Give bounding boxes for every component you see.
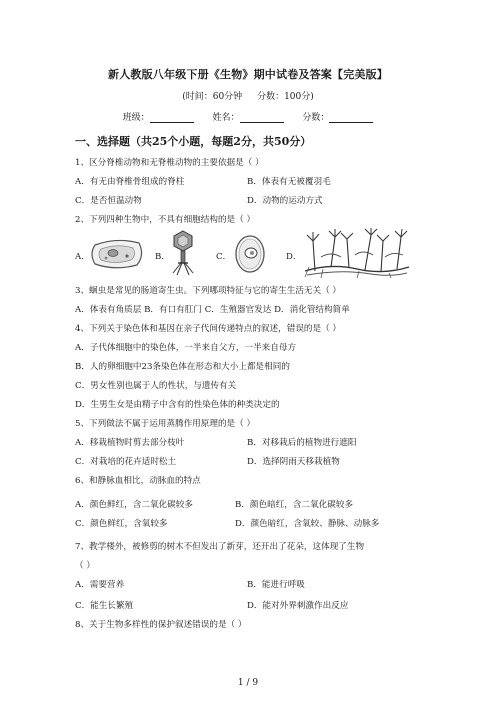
student-fields	[0, 110, 496, 123]
question-1-stem: 1、区分脊椎动物和无脊椎动物的主要依据是（ ）	[75, 158, 264, 168]
question-7-option-a: A．需要营养	[75, 580, 125, 590]
question-5-option-a: A．移栽植物时剪去部分枝叶	[75, 438, 185, 448]
question-2-option-d: D．	[286, 252, 302, 262]
question-1-option-c: C．是否恒温动物	[75, 196, 142, 206]
question-6-stem: 6、和静脉血相比，动脉血的特点	[75, 476, 201, 486]
question-6-option-d: D．颜色暗红，含氧较、静脉、动脉多	[235, 519, 380, 529]
question-2-images	[75, 231, 415, 281]
question-7-stem: 7、教学楼外，被修剪的树木不但发出了新芽，还开出了花朵，这体现了生物	[75, 542, 365, 552]
question-5-stem: 5、下列做法不属于运用蒸腾作用原理的是（ ）	[75, 419, 256, 429]
question-1-option-b: B．体表有无被覆羽毛	[247, 177, 331, 187]
exam-time: (时间：60分钟	[182, 92, 243, 102]
name-blank	[240, 113, 284, 123]
question-3-stem: 3、蛔虫是常见的肠道寄生虫。下列哪项特征与它的寄生生活无关（ ）	[75, 286, 342, 296]
question-4-option-b: B．人的卵细胞中23条染色体在形态和大小上都是相同的	[75, 362, 290, 372]
question-6-option-a: A．颜色鲜红，含二氧化碳较多	[75, 500, 193, 510]
points-field: 分数：	[302, 110, 373, 123]
question-6-option-b: B．颜色暗红，含二氧化碳较多	[235, 500, 354, 510]
question-7-option-b: B．能进行呼吸	[247, 580, 305, 590]
question-7-stem-blank: （ ）	[75, 561, 95, 571]
question-1-option-a: A．有无由脊椎骨组成的脊柱	[75, 177, 185, 187]
section-title: 一、选择题（共25个小题，每题2分，共50分）	[75, 135, 312, 148]
virus-icon	[169, 229, 197, 277]
mold-icon	[301, 227, 413, 279]
question-7-option-d: D．能对外界刺激作出反应	[247, 601, 349, 611]
question-5-option-b: B．对移栽后的植物进行遮阳	[247, 438, 357, 448]
question-4-option-d: D．生男生女是由精子中含有的性染色体的种类决定的	[75, 400, 280, 410]
question-5-option-c: C．对栽培的花卉适时松土	[75, 457, 177, 467]
exam-score: 分数：100分)	[257, 92, 314, 102]
question-2-option-a: A．	[75, 252, 90, 262]
question-3-options: A．体表有角质层 B．有口有肛门 C．生殖器官发达 D．消化管结构简单	[75, 305, 350, 315]
question-7-option-c: C．能生长繁殖	[75, 601, 134, 611]
question-4-option-a: A．子代体细胞中的染色体，一半来自父方，一半来自母方	[75, 343, 297, 353]
question-2-option-c: C．	[216, 252, 232, 262]
name-field: 姓名：	[212, 110, 283, 123]
question-8-stem: 8、关于生物多样性的保护叙述错误的是（ ）	[75, 620, 247, 630]
question-1-option-d: D．动物的运动方式	[247, 196, 323, 206]
yeast-cell-icon	[233, 233, 267, 275]
question-6-option-c: C．颜色鲜红，含氧较多	[75, 519, 168, 529]
plant-cell-icon	[89, 237, 145, 271]
question-2-stem: 2、下列四种生物中，不具有细胞结构的是（ ）	[75, 215, 256, 225]
question-4-option-c: C．男女性别也属于人的性状，与遗传有关	[75, 381, 237, 391]
question-5-option-d: D．选择阴雨天移栽植物	[247, 457, 340, 467]
page-title: 新人教版八年级下册《生物》期中试卷及答案【完美版】	[108, 68, 388, 81]
class-blank	[150, 113, 194, 123]
class-field: 班级：	[123, 110, 194, 123]
points-blank	[329, 113, 373, 123]
exam-info	[0, 89, 496, 102]
question-2-option-b: B．	[155, 252, 170, 262]
page-number: 1 / 9	[237, 678, 259, 688]
question-4-stem: 4、下列关于染色体和基因在亲子代间传递特点的叙述，错误的是（ ）	[75, 324, 342, 334]
